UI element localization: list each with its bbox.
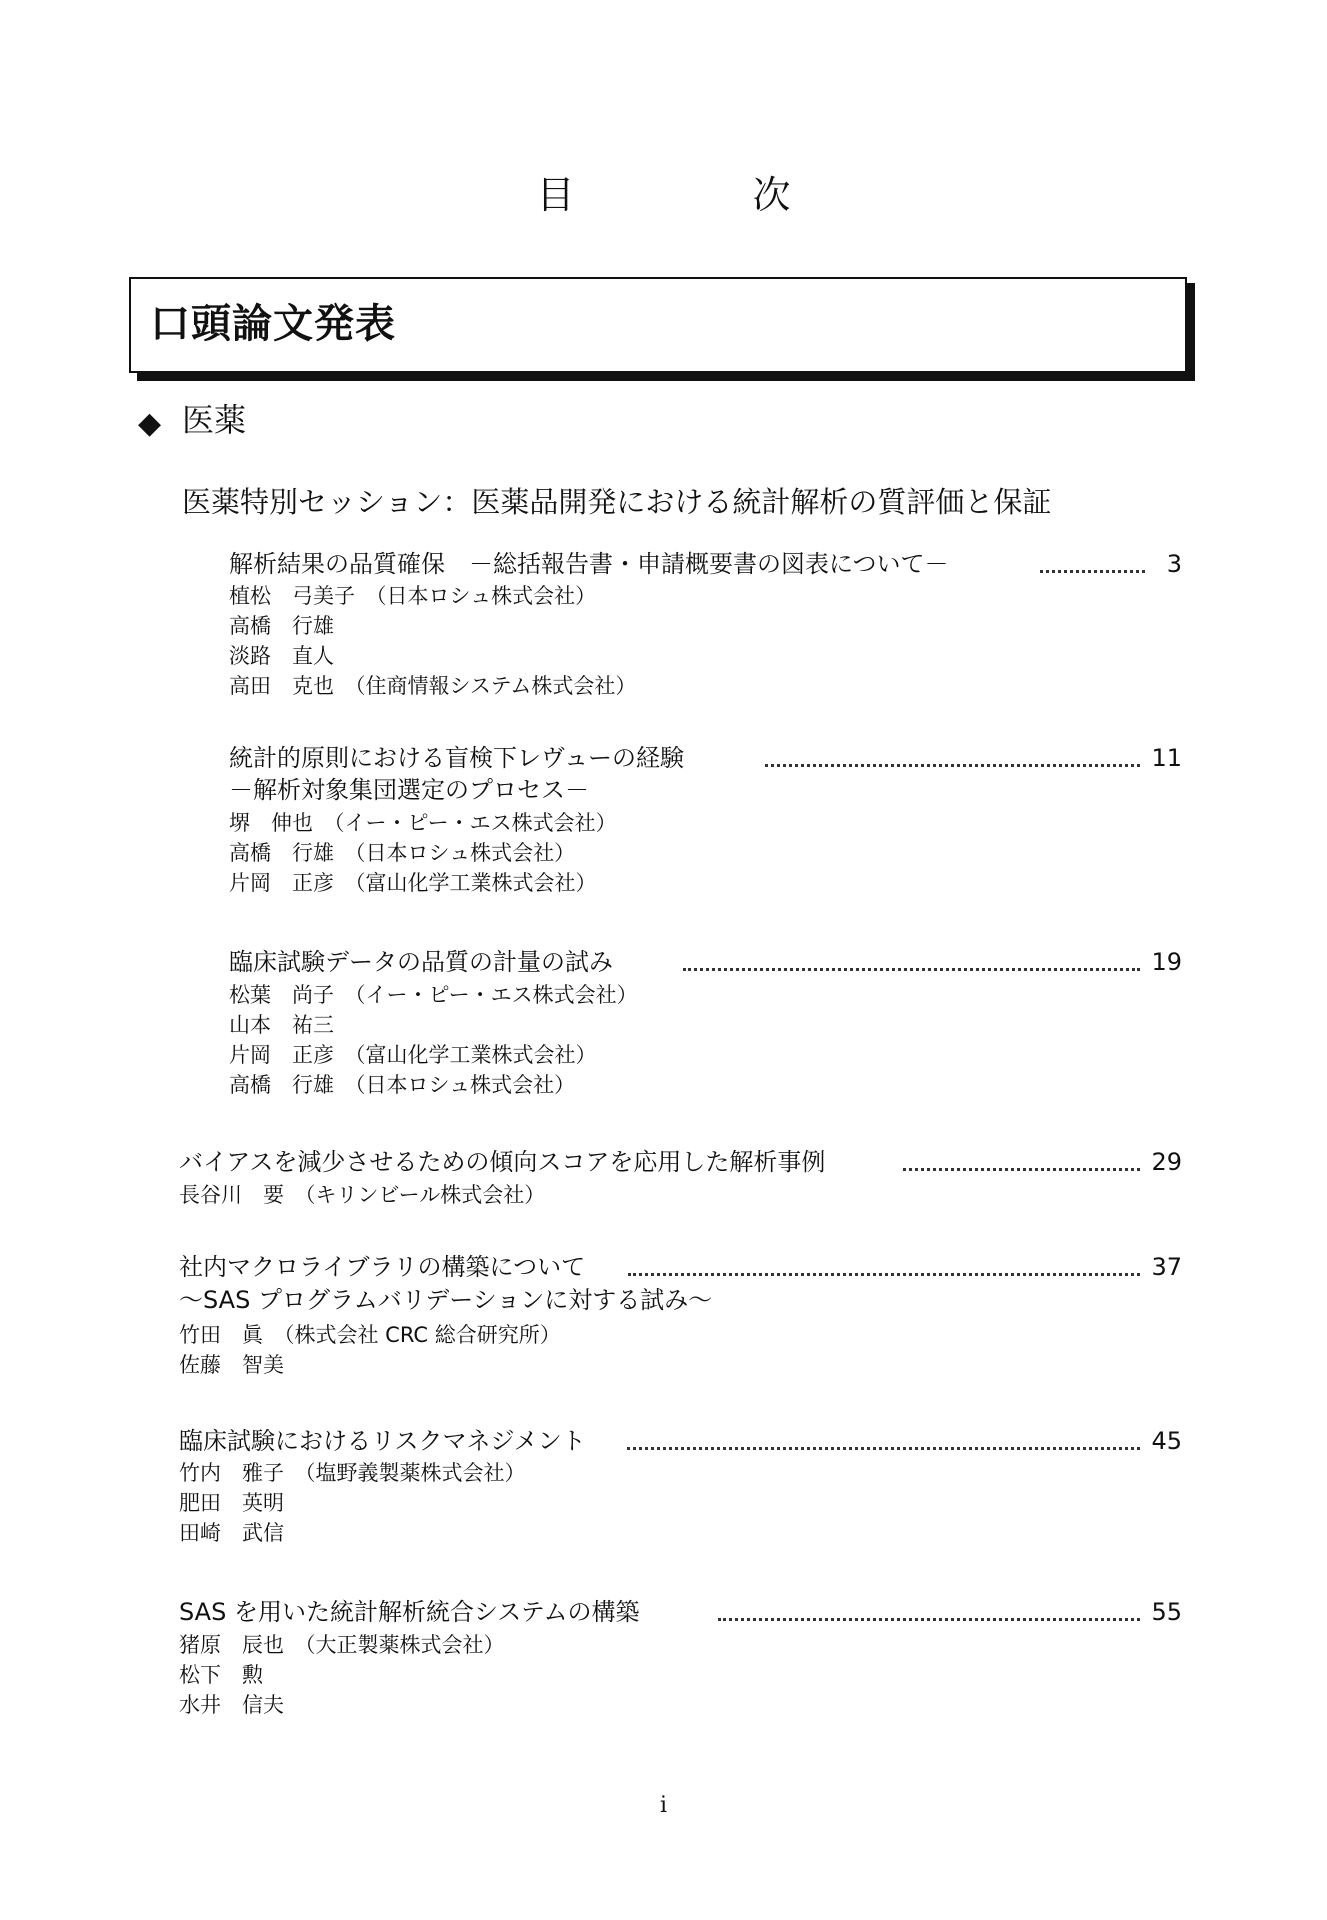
- author-line: 高橋 行雄 （日本ロシュ株式会社）: [229, 1073, 576, 1097]
- entry-title[interactable]: 解析結果の品質確保 －総括報告書・申請概要書の図表について－: [229, 550, 949, 578]
- entry-title[interactable]: バイアスを減少させるための傾向スコアを応用した解析事例: [179, 1148, 826, 1176]
- page-number[interactable]: 19: [1151, 948, 1182, 976]
- author-line: 佐藤 智美: [179, 1353, 284, 1377]
- leader-dots: [718, 1618, 1140, 1621]
- author-line: 水井 信夫: [179, 1693, 284, 1717]
- author-line: 高田 克也 （住商情報システム株式会社）: [229, 674, 637, 698]
- author-line: 山本 祐三: [229, 1013, 334, 1037]
- leader-dots: [765, 764, 1140, 767]
- author-line: 高橋 行雄: [229, 614, 334, 638]
- entry-title[interactable]: 統計的原則における盲検下レヴューの経験: [229, 744, 685, 772]
- page-number[interactable]: 45: [1151, 1427, 1182, 1455]
- leader-dots: [628, 1273, 1140, 1276]
- section-box-shadow-bottom: [137, 373, 1195, 381]
- entry-subtitle: ～SAS プログラムバリデーションに対する試み～: [179, 1286, 713, 1314]
- author-line: 片岡 正彦 （富山化学工業株式会社）: [229, 871, 597, 895]
- author-line: 肥田 英明: [179, 1491, 284, 1515]
- page-number[interactable]: 55: [1151, 1598, 1182, 1626]
- diamond-bullet-icon: ◆: [138, 406, 162, 441]
- author-line: 片岡 正彦 （富山化学工業株式会社）: [229, 1043, 597, 1067]
- author-line: 竹内 雅子 （塩野義製薬株式会社）: [179, 1461, 526, 1485]
- entry-subtitle: －解析対象集団選定のプロセス－: [229, 776, 589, 804]
- leader-dots: [627, 1447, 1140, 1450]
- category-heading: 医薬: [182, 401, 247, 439]
- page-footer-number: i: [659, 1793, 668, 1818]
- author-line: 高橋 行雄 （日本ロシュ株式会社）: [229, 841, 576, 865]
- page-number[interactable]: 37: [1151, 1253, 1182, 1281]
- section-title: 口頭論文発表: [150, 301, 396, 347]
- entry-title[interactable]: 臨床試験データの品質の計量の試み: [229, 948, 613, 976]
- author-line: 長谷川 要 （キリンビール株式会社）: [179, 1183, 546, 1207]
- page-title: 目 次: [536, 173, 861, 217]
- author-line: 竹田 眞 （株式会社 CRC 総合研究所）: [179, 1323, 561, 1347]
- section-box-shadow-right: [1187, 283, 1195, 381]
- page-number[interactable]: 29: [1151, 1148, 1182, 1176]
- author-line: 松下 勲: [179, 1663, 263, 1687]
- page-number[interactable]: 3: [1166, 550, 1182, 578]
- author-line: 植松 弓美子 （日本ロシュ株式会社）: [229, 584, 597, 608]
- author-line: 田崎 武信: [179, 1521, 284, 1545]
- author-line: 淡路 直人: [229, 644, 334, 668]
- entry-title[interactable]: 臨床試験におけるリスクマネジメント: [179, 1427, 586, 1455]
- author-line: 松葉 尚子 （イー・ピー・エス株式会社）: [229, 983, 638, 1007]
- entry-title[interactable]: 社内マクロライブラリの構築について: [179, 1253, 586, 1281]
- page-number[interactable]: 11: [1151, 744, 1182, 772]
- author-line: 猪原 辰也 （大正製薬株式会社）: [179, 1633, 505, 1657]
- leader-dots: [903, 1168, 1140, 1171]
- leader-dots: [683, 968, 1140, 971]
- entry-title[interactable]: SAS を用いた統計解析統合システムの構築: [179, 1598, 640, 1626]
- author-line: 堺 伸也 （イー・ピー・エス株式会社）: [229, 811, 617, 835]
- session-title: 医薬特別セッション：医薬品開発における統計解析の質評価と保証: [182, 485, 1052, 519]
